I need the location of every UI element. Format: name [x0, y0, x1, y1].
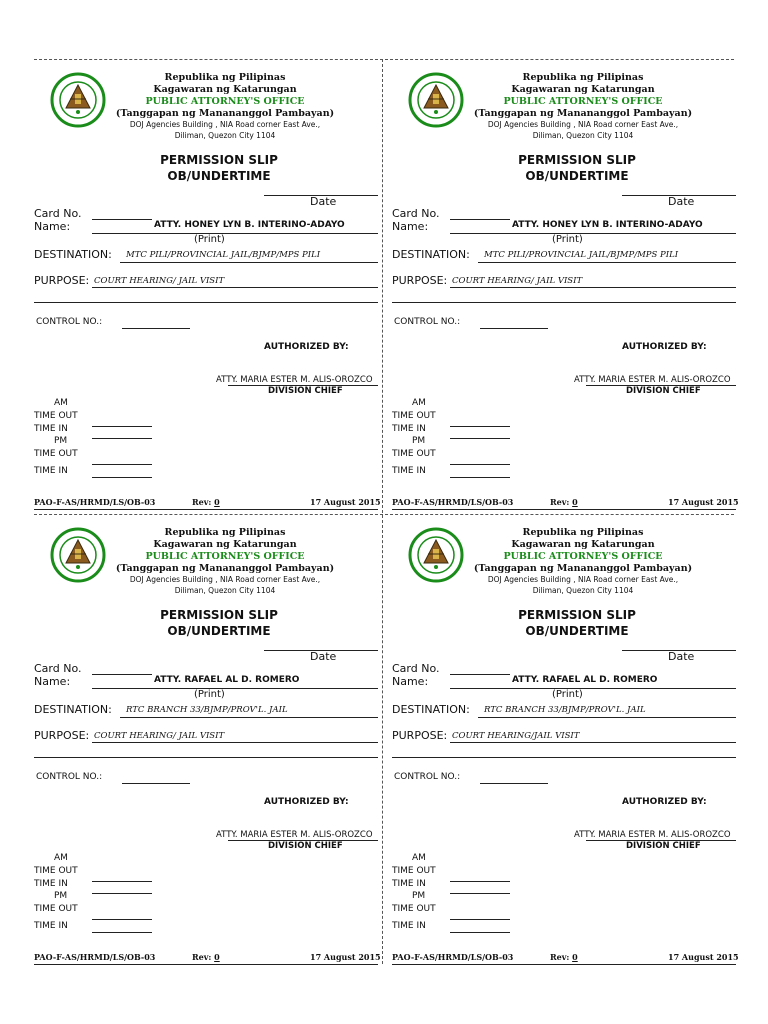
authorized-by-label: AUTHORIZED BY: — [264, 342, 349, 352]
form-date: 17 August 2015 — [310, 497, 381, 507]
office-heading: PUBLIC ATTORNEY'S OFFICE — [503, 551, 663, 562]
purpose-value: COURT HEARING/ JAIL VISIT — [94, 276, 225, 286]
control-no-line[interactable] — [122, 328, 190, 329]
form-code: PAO-F-AS/HRMD/LS/OB-03 — [34, 952, 156, 962]
pm-time-in-line[interactable] — [450, 477, 510, 478]
revision-label: Rev: — [192, 952, 212, 962]
office-subheading: (Tanggapan ng Manananggol Pambayan) — [473, 563, 693, 574]
pm-time-in-label: TIME IN — [392, 466, 426, 476]
control-no-label: CONTROL NO.: — [394, 317, 461, 327]
form-code: PAO-F-AS/HRMD/LS/OB-03 — [392, 952, 514, 962]
revision — [192, 952, 220, 962]
top-cut-line — [34, 59, 734, 60]
purpose-label: PURPOSE: — [392, 274, 448, 287]
pm-time-in-line[interactable] — [92, 477, 152, 478]
revision-value: 0 — [572, 952, 578, 962]
form-title-line-1: PERMISSION SLIP — [518, 608, 636, 622]
date-label: Date — [310, 650, 337, 663]
form-title-line-1: PERMISSION SLIP — [518, 153, 636, 167]
purpose-line[interactable] — [92, 742, 378, 743]
employee-name: ATTY. HONEY LYN B. INTERINO-ADAYO — [154, 220, 345, 230]
destination-label: DESTINATION: — [34, 703, 112, 716]
address-line-2: Diliman, Quezon City 1104 — [174, 586, 276, 595]
control-no-label: CONTROL NO.: — [394, 772, 461, 782]
form-date: 17 August 2015 — [668, 952, 739, 962]
card-no-line[interactable] — [450, 219, 510, 220]
revision-label: Rev: — [550, 497, 570, 507]
revision-value: 0 — [214, 952, 220, 962]
pm-label: PM — [412, 436, 426, 446]
form-title-line-2: OB/UNDERTIME — [525, 624, 629, 638]
employee-name: ATTY. RAFAEL AL D. ROMERO — [512, 675, 658, 685]
revision — [192, 497, 220, 507]
pm-time-out-line[interactable] — [92, 464, 152, 465]
am-label: AM — [412, 398, 426, 408]
slip-top-left — [34, 64, 384, 514]
am-time-in-label: TIME IN — [392, 879, 426, 889]
country-heading: Republika ng Pilipinas — [164, 72, 286, 83]
am-time-out-line[interactable] — [450, 881, 510, 882]
pm-time-out-line[interactable] — [450, 464, 510, 465]
print-label: (Print) — [552, 234, 583, 245]
card-no-label: Card No. — [34, 662, 82, 675]
form-title-line-1: PERMISSION SLIP — [160, 153, 278, 167]
address-line-1: DOJ Agencies Building , NIA Road corner East Ave., — [129, 575, 321, 584]
am-time-out-label: TIME OUT — [34, 866, 78, 876]
form-title-line-2: OB/UNDERTIME — [167, 169, 271, 183]
office-subheading: (Tanggapan ng Manananggol Pambayan) — [115, 563, 335, 574]
chief-name: ATTY. MARIA ESTER M. ALIS-OROZCO — [216, 375, 373, 385]
authorized-by-label: AUTHORIZED BY: — [622, 342, 707, 352]
purpose-value: COURT HEARING/JAIL VISIT — [452, 731, 580, 741]
date-label: Date — [668, 650, 695, 663]
form-title-line-2: OB/UNDERTIME — [167, 624, 271, 638]
purpose-line[interactable] — [92, 287, 378, 288]
am-time-in-line[interactable] — [450, 438, 510, 439]
control-no-line[interactable] — [122, 783, 190, 784]
form-title-line-2: OB/UNDERTIME — [525, 169, 629, 183]
department-heading: Kagawaran ng Katarungan — [153, 84, 297, 95]
pm-time-out-label: TIME OUT — [392, 449, 436, 459]
employee-name: ATTY. HONEY LYN B. INTERINO-ADAYO — [512, 220, 703, 230]
card-no-line[interactable] — [92, 674, 152, 675]
revision — [550, 497, 578, 507]
form-date: 17 August 2015 — [310, 952, 381, 962]
pm-time-out-label: TIME OUT — [34, 904, 78, 914]
pm-time-in-label: TIME IN — [34, 466, 68, 476]
purpose-line-2[interactable] — [392, 757, 736, 758]
am-time-out-label: TIME OUT — [392, 411, 436, 421]
name-label: Name: — [34, 220, 71, 233]
date-label: Date — [310, 195, 337, 208]
name-line[interactable] — [92, 688, 378, 689]
country-heading: Republika ng Pilipinas — [522, 72, 644, 83]
office-heading: PUBLIC ATTORNEY'S OFFICE — [145, 551, 305, 562]
office-heading: PUBLIC ATTORNEY'S OFFICE — [503, 96, 663, 107]
office-subheading: (Tanggapan ng Manananggol Pambayan) — [473, 108, 693, 119]
revision-label: Rev: — [550, 952, 570, 962]
revision-value: 0 — [214, 497, 220, 507]
form-title — [124, 607, 314, 639]
slip-bottom-left — [34, 519, 384, 969]
am-time-out-label: TIME OUT — [392, 866, 436, 876]
slip-bottom-right — [392, 519, 742, 969]
pm-time-in-label: TIME IN — [392, 921, 426, 931]
revision — [550, 952, 578, 962]
chief-title: DIVISION CHIEF — [268, 841, 343, 851]
pm-time-in-label: TIME IN — [34, 921, 68, 931]
purpose-label: PURPOSE: — [34, 274, 90, 287]
print-label: (Print) — [194, 689, 225, 700]
destination-label: DESTINATION: — [392, 248, 470, 261]
am-time-out-label: TIME OUT — [34, 411, 78, 421]
print-label: (Print) — [552, 689, 583, 700]
address-line-1: DOJ Agencies Building , NIA Road corner East Ave., — [487, 575, 679, 584]
destination-label: DESTINATION: — [34, 248, 112, 261]
destination-value: RTC BRANCH 33/BJMP/PROV'L. JAIL — [484, 705, 646, 715]
name-label: Name: — [392, 675, 429, 688]
name-label: Name: — [392, 220, 429, 233]
name-line[interactable] — [92, 233, 378, 234]
country-heading: Republika ng Pilipinas — [522, 527, 644, 538]
destination-line[interactable] — [120, 717, 378, 718]
office-heading: PUBLIC ATTORNEY'S OFFICE — [145, 96, 305, 107]
print-label: (Print) — [194, 234, 225, 245]
department-heading: Kagawaran ng Katarungan — [511, 539, 655, 550]
destination-line[interactable] — [478, 262, 736, 263]
address-line-1: DOJ Agencies Building , NIA Road corner East Ave., — [129, 120, 321, 129]
card-no-line[interactable] — [92, 219, 152, 220]
am-label: AM — [54, 398, 68, 408]
form-code: PAO-F-AS/HRMD/LS/OB-03 — [34, 497, 156, 507]
control-no-line[interactable] — [480, 783, 548, 784]
authorized-by-label: AUTHORIZED BY: — [264, 797, 349, 807]
am-label: AM — [412, 853, 426, 863]
form-title — [482, 152, 672, 184]
slip-top-right — [392, 64, 742, 514]
form-title — [124, 152, 314, 184]
control-no-label: CONTROL NO.: — [36, 772, 103, 782]
destination-value: MTC PILI/PROVINCIAL JAIL/BJMP/MPS PILI — [126, 250, 321, 260]
pm-label: PM — [412, 891, 426, 901]
address-line-2: Diliman, Quezon City 1104 — [532, 586, 634, 595]
am-time-out-line[interactable] — [450, 426, 510, 427]
control-no-line[interactable] — [480, 328, 548, 329]
department-heading: Kagawaran ng Katarungan — [511, 84, 655, 95]
am-time-in-label: TIME IN — [34, 424, 68, 434]
pm-label: PM — [54, 891, 68, 901]
pm-time-in-line[interactable] — [92, 932, 152, 933]
pm-time-out-line[interactable] — [92, 919, 152, 920]
footer-line — [392, 509, 736, 510]
address-line-2: Diliman, Quezon City 1104 — [532, 131, 634, 140]
date-label: Date — [668, 195, 695, 208]
am-time-in-label: TIME IN — [34, 879, 68, 889]
employee-name: ATTY. RAFAEL AL D. ROMERO — [154, 675, 300, 685]
form-date: 17 August 2015 — [668, 497, 739, 507]
purpose-value: COURT HEARING/ JAIL VISIT — [452, 276, 583, 286]
am-time-in-line[interactable] — [450, 893, 510, 894]
control-no-label: CONTROL NO.: — [36, 317, 103, 327]
am-time-out-line[interactable] — [92, 881, 152, 882]
card-no-label: Card No. — [392, 662, 440, 675]
purpose-label: PURPOSE: — [392, 729, 448, 742]
pm-time-out-label: TIME OUT — [392, 904, 436, 914]
name-line[interactable] — [450, 688, 736, 689]
chief-title: DIVISION CHIEF — [626, 841, 701, 851]
department-heading: Kagawaran ng Katarungan — [153, 539, 297, 550]
purpose-value: COURT HEARING/ JAIL VISIT — [94, 731, 225, 741]
destination-label: DESTINATION: — [392, 703, 470, 716]
purpose-label: PURPOSE: — [34, 729, 90, 742]
office-subheading: (Tanggapan ng Manananggol Pambayan) — [115, 108, 335, 119]
card-no-label: Card No. — [392, 207, 440, 220]
am-time-out-line[interactable] — [92, 426, 152, 427]
form-title — [482, 607, 672, 639]
country-heading: Republika ng Pilipinas — [164, 527, 286, 538]
revision-label: Rev: — [192, 497, 212, 507]
revision-value: 0 — [572, 497, 578, 507]
footer-line — [34, 509, 378, 510]
middle-cut-line — [34, 514, 734, 515]
card-no-line[interactable] — [450, 674, 510, 675]
footer-line — [34, 964, 378, 965]
footer-line — [392, 964, 736, 965]
name-line[interactable] — [450, 233, 736, 234]
am-time-in-line[interactable] — [92, 893, 152, 894]
address-line-2: Diliman, Quezon City 1104 — [174, 131, 276, 140]
chief-name: ATTY. MARIA ESTER M. ALIS-OROZCO — [574, 375, 731, 385]
am-time-in-label: TIME IN — [392, 424, 426, 434]
pm-time-out-line[interactable] — [450, 919, 510, 920]
address-line-1: DOJ Agencies Building , NIA Road corner East Ave., — [487, 120, 679, 129]
destination-value: MTC PILI/PROVINCIAL JAIL/BJMP/MPS PILI — [484, 250, 679, 260]
purpose-line[interactable] — [450, 742, 736, 743]
form-title-line-1: PERMISSION SLIP — [160, 608, 278, 622]
chief-name: ATTY. MARIA ESTER M. ALIS-OROZCO — [216, 830, 373, 840]
am-time-in-line[interactable] — [92, 438, 152, 439]
pm-time-in-line[interactable] — [450, 932, 510, 933]
am-label: AM — [54, 853, 68, 863]
purpose-line[interactable] — [450, 287, 736, 288]
chief-title: DIVISION CHIEF — [626, 386, 701, 396]
purpose-line-2[interactable] — [34, 757, 378, 758]
destination-line[interactable] — [120, 262, 378, 263]
destination-line[interactable] — [478, 717, 736, 718]
name-label: Name: — [34, 675, 71, 688]
pm-time-out-label: TIME OUT — [34, 449, 78, 459]
pm-label: PM — [54, 436, 68, 446]
chief-name: ATTY. MARIA ESTER M. ALIS-OROZCO — [574, 830, 731, 840]
form-code: PAO-F-AS/HRMD/LS/OB-03 — [392, 497, 514, 507]
authorized-by-label: AUTHORIZED BY: — [622, 797, 707, 807]
card-no-label: Card No. — [34, 207, 82, 220]
purpose-line-2[interactable] — [34, 302, 378, 303]
destination-value: RTC BRANCH 33/BJMP/PROV'L. JAIL — [126, 705, 288, 715]
purpose-line-2[interactable] — [392, 302, 736, 303]
chief-title: DIVISION CHIEF — [268, 386, 343, 396]
